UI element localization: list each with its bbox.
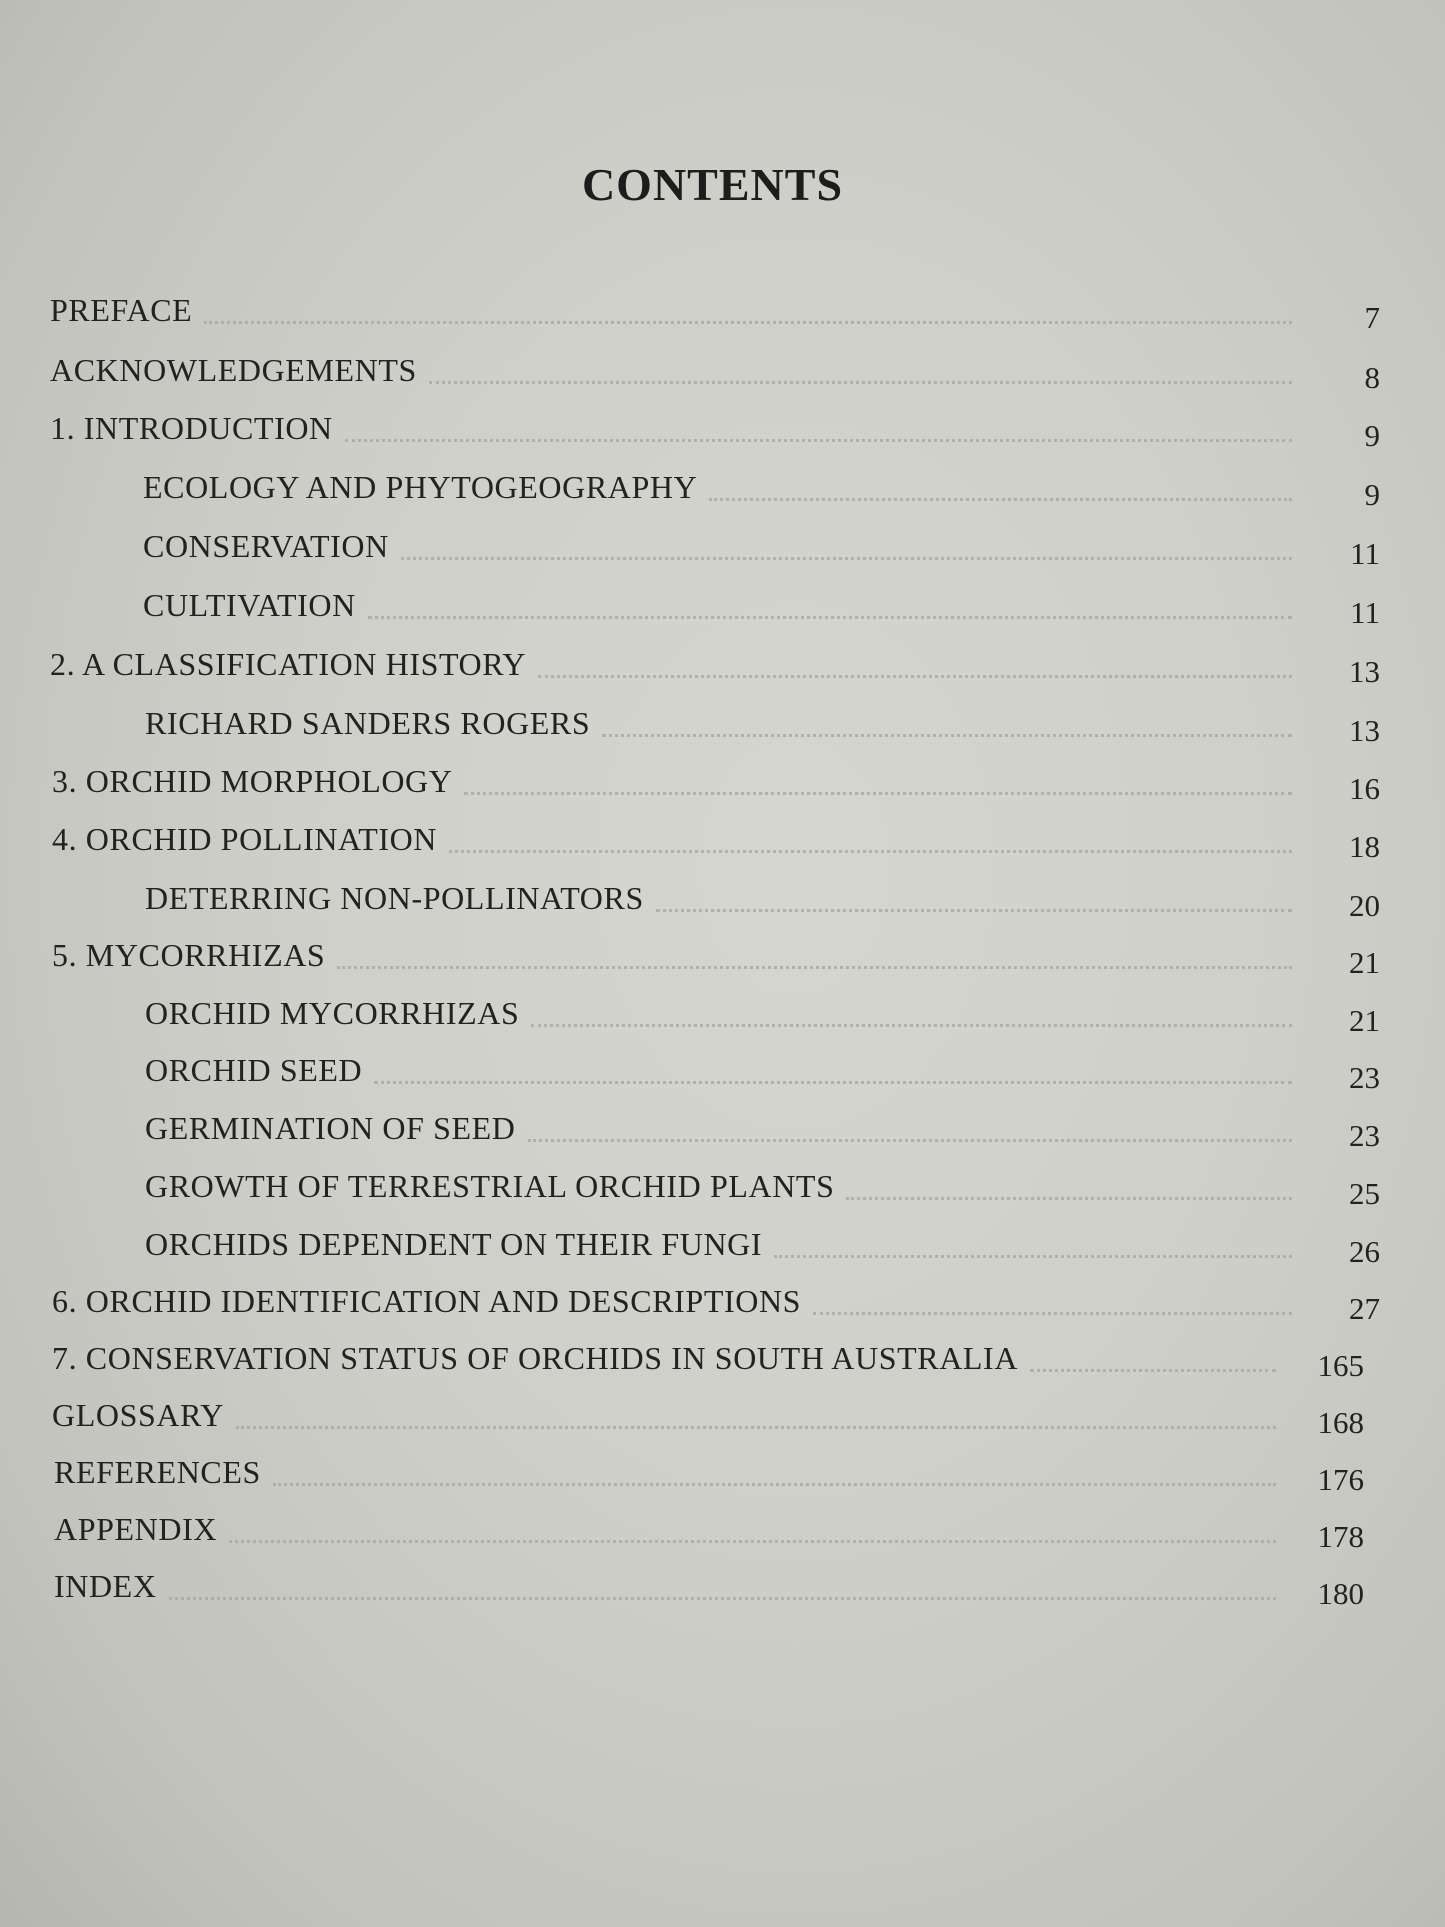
toc-entry-label: GROWTH OF TERRESTRIAL ORCHID PLANTS	[145, 1168, 835, 1204]
toc-entry-label: CONSERVATION	[143, 528, 389, 564]
toc-entry-label: 1. INTRODUCTION	[50, 410, 333, 446]
toc-entry-label: 3. ORCHID MORPHOLOGY	[52, 763, 453, 799]
toc-entry-mycorrhizas	[52, 935, 1380, 980]
toc-entry-label: APPENDIX	[54, 1511, 218, 1547]
toc-entry-label: 6. ORCHID IDENTIFICATION AND DESCRIPTIONS	[52, 1283, 802, 1319]
toc-entry-page: 176	[1317, 1462, 1364, 1497]
toc-entry-rogers	[145, 703, 1380, 748]
toc-entry-page: 20	[1349, 888, 1380, 923]
toc-entry-label: 2. A CLASSIFICATION HISTORY	[50, 646, 527, 682]
leader-dots	[204, 321, 1292, 324]
toc-entry-page: 13	[1349, 654, 1380, 689]
toc-entry-page: 180	[1317, 1576, 1364, 1611]
toc-entry-label: ORCHIDS DEPENDENT ON THEIR FUNGI	[145, 1226, 763, 1262]
leader-dots	[169, 1597, 1276, 1600]
toc-entry-label: GERMINATION OF SEED	[145, 1110, 516, 1146]
toc-entry-conservation-status	[52, 1338, 1364, 1383]
toc-entry-acknowledgements	[50, 350, 1380, 395]
toc-entry-page: 8	[1364, 360, 1380, 395]
toc-entry-page: 26	[1349, 1234, 1380, 1269]
toc-entry-cultivation	[143, 585, 1380, 630]
leader-dots	[709, 498, 1292, 501]
leader-dots	[846, 1197, 1292, 1200]
leader-dots	[449, 850, 1292, 853]
toc-entry-ecology	[143, 467, 1380, 512]
leader-dots	[774, 1255, 1292, 1258]
toc-entry-page: 11	[1350, 536, 1380, 571]
toc-entry-label: 5. MYCORRHIZAS	[52, 937, 326, 973]
leader-dots	[464, 792, 1292, 795]
toc-entry-page: 165	[1317, 1348, 1364, 1383]
toc-entry-page: 18	[1349, 829, 1380, 864]
toc-entry-label: CULTIVATION	[143, 587, 356, 623]
leader-dots	[273, 1483, 1276, 1486]
toc-entry-page: 9	[1364, 477, 1380, 512]
toc-entry-page: 7	[1364, 300, 1380, 335]
toc-entry-page: 16	[1349, 771, 1380, 806]
leader-dots	[429, 381, 1292, 384]
toc-entry-label: REFERENCES	[54, 1454, 261, 1490]
toc-entry-classification	[50, 644, 1380, 689]
toc-entry-page: 21	[1349, 945, 1380, 980]
leader-dots	[368, 616, 1292, 619]
toc-entry-index	[54, 1566, 1364, 1611]
toc-entry-page: 11	[1350, 595, 1380, 630]
toc-entry-page: 23	[1349, 1060, 1380, 1095]
toc-entry-references	[54, 1452, 1364, 1497]
toc-entry-dependent	[145, 1224, 1380, 1269]
leader-dots	[1030, 1369, 1276, 1372]
toc-entry-page: 168	[1317, 1405, 1364, 1440]
leader-dots	[538, 675, 1292, 678]
toc-entry-morphology	[52, 761, 1380, 806]
leader-dots	[531, 1024, 1292, 1027]
toc-entry-orchid-seed	[145, 1050, 1380, 1095]
leader-dots	[528, 1139, 1292, 1142]
toc-entry-preface	[50, 290, 1380, 335]
toc-entry-label: GLOSSARY	[52, 1397, 224, 1433]
toc-entry-label: DETERRING NON-POLLINATORS	[145, 880, 644, 916]
toc-entry-glossary	[52, 1395, 1364, 1440]
toc-entry-label: RICHARD SANDERS ROGERS	[145, 705, 591, 741]
leader-dots	[656, 909, 1292, 912]
toc-entry-page: 21	[1349, 1003, 1380, 1038]
toc-entry-label: PREFACE	[50, 292, 193, 328]
page-title: CONTENTS	[581, 159, 844, 210]
toc-entry-page: 9	[1364, 418, 1380, 453]
toc-entry-introduction	[50, 408, 1380, 453]
toc-entry-label: INDEX	[54, 1568, 157, 1604]
leader-dots	[345, 439, 1292, 442]
toc-entry-page: 178	[1317, 1519, 1364, 1554]
toc-entry-label: ACKNOWLEDGEMENTS	[50, 352, 417, 388]
leader-dots	[813, 1312, 1292, 1315]
toc-entry-label: ORCHID MYCORRHIZAS	[145, 995, 520, 1031]
toc-entry-page: 13	[1349, 713, 1380, 748]
toc-entry-label: ECOLOGY AND PHYTOGEOGRAPHY	[143, 469, 698, 505]
toc-entry-label: 4. ORCHID POLLINATION	[52, 821, 438, 857]
toc-entry-appendix	[54, 1509, 1364, 1554]
toc-entry-orchid-mycorrhizas	[145, 993, 1380, 1038]
leader-dots	[236, 1426, 1276, 1429]
toc-entry-deterring	[145, 878, 1380, 923]
toc-entry-page: 27	[1349, 1291, 1380, 1326]
toc-entry-label: 7. CONSERVATION STATUS OF ORCHIDS IN SOUTH AUSTRALIA	[52, 1340, 1019, 1376]
toc-entry-pollination	[52, 819, 1380, 864]
leader-dots	[229, 1540, 1276, 1543]
toc-entry-growth	[145, 1166, 1380, 1211]
leader-dots	[602, 734, 1292, 737]
leader-dots	[337, 966, 1292, 969]
toc-entry-germination	[145, 1108, 1380, 1153]
toc-entry-page: 25	[1349, 1176, 1380, 1211]
leader-dots	[401, 557, 1292, 560]
toc-entry-conservation	[143, 526, 1380, 571]
leader-dots	[374, 1081, 1292, 1084]
toc-entry-identification	[52, 1281, 1380, 1326]
toc-entry-label: ORCHID SEED	[145, 1052, 363, 1088]
toc-entry-page: 23	[1349, 1118, 1380, 1153]
